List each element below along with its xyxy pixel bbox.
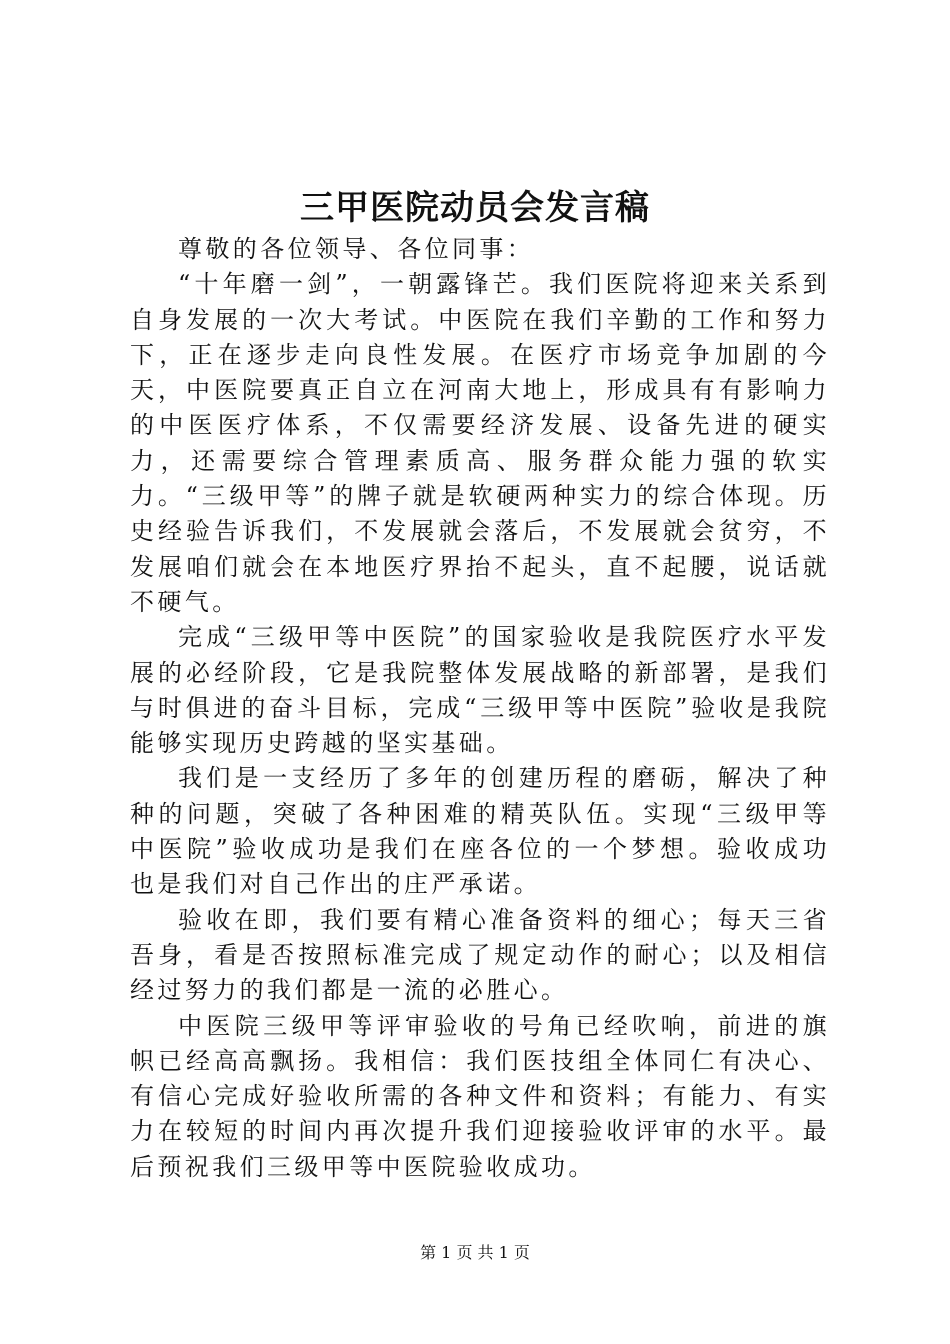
paragraph-5: 中医院三级甲等评审验收的号角已经吹响，前进的旗帜已经高高飘扬。我相信：我们医技组全体同仁有决心、有信心完成好验收所需的各种文件和资料；有能力、有实力在较短的时间内再次提升我们迎接验收评审的水平。最后预祝我们三级甲等中医院验收成功。 [130,1011,830,1181]
document-title: 三甲医院动员会发言稿 [300,188,650,228]
paragraph-4: 验收在即，我们要有精心准备资料的细心；每天三省吾身，看是否按照标准完成了规定动作的耐心；以及相信经过努力的我们都是一流的必胜心。 [130,905,830,1005]
page-footer: 第 1 页 共 1 页 [420,1243,530,1262]
paragraph-3: 我们是一支经历了多年的创建历程的磨砺，解决了种种的问题，突破了各种困难的精英队伍。实现“三级甲等中医院”验收成功是我们在座各位的一个梦想。验收成功也是我们对自己作出的庄严承诺。 [130,764,830,899]
document-body [130,232,830,1185]
paragraph-2: 完成“三级甲等中医院”的国家验收是我院医疗水平发展的必经阶段，它是我院整体发展战略的新部署，是我们与时俱进的奋斗目标，完成“三级甲等中医院”验收是我院能够实现历史跨越的坚实基础。 [130,623,830,758]
paragraph-1: “十年磨一剑”，一朝露锋芒。我们医院将迎来关系到自身发展的一次大考试。中医院在我们辛勤的工作和努力下，正在逐步走向良性发展。在医疗市场竞争加剧的今天，中医院要真正自立在河南大地上，形成具有有影响力的中医医疗体系，不仅需要经济发展、设备先进的硬实力，还需要综合管理素质高、服务群众能力强的软实力。“三级甲等”的牌子就是软硬两种实力的综合体现。历史经验告诉我们，不发展就会落后，不发展就会贫穷，不发展咱们就会在本地医疗界抬不起头，直不起腰，说话就不硬气。 [130,270,830,616]
salutation: 尊敬的各位领导、各位同事： [178,235,535,263]
